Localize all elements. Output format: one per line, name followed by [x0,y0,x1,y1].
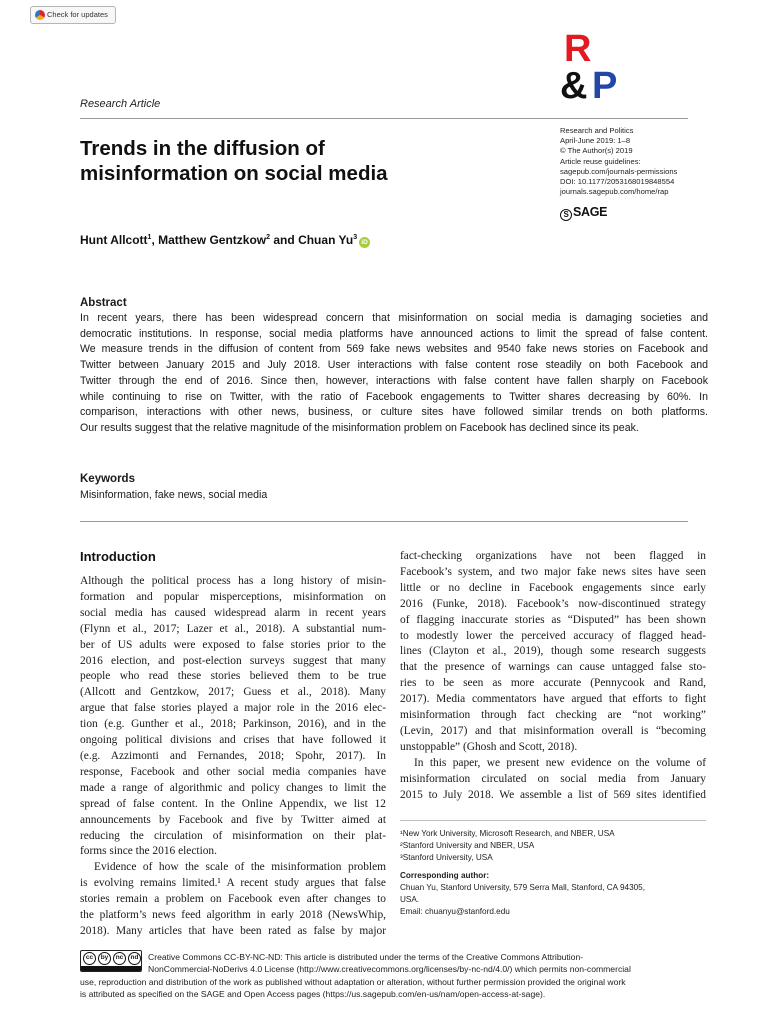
body-line: announcements by Facebook and five by Twitter aimed at [80,813,386,826]
body-line: formation and popular misperceptions, misinformation on [80,590,386,603]
crossmark-icon [35,10,45,20]
nc-icon: nc [113,952,126,965]
introduction-heading: Introduction [80,549,156,564]
corresponding-author-email[interactable]: Email: chuanyu@stanford.edu [400,907,510,917]
body-line: 2017). Media commentators have argued that efforts to fight [400,693,706,706]
check-for-updates-label: Check for updates [47,10,108,19]
body-line: spread of false content. In the Online Appendix, we list 12 [80,797,386,810]
body-line: (Allcott and Gentzkow, 2017; Guess et al., 2018). Many [80,686,386,699]
body-line: Evidence of how the scale of the misinformation problem [94,861,386,874]
body-line: response, Facebook and other social media companies have [80,765,386,778]
body-line: to modestly lower the perceived accuracy of flagged head- [400,629,706,642]
affiliation-line: ¹New York University, Microsoft Research, and NBER, USA [400,829,615,838]
body-line: ber of US adults were exposed to false stories prior to the [80,638,386,651]
body-line: unstoppable” (Ghosh and Scott, 2018). [400,740,578,753]
body-line: made a range of algorithmic and policy changes to limit the [80,781,386,794]
body-line: ries to be seen as more accurate (Pennycook and Rand, [400,677,706,690]
body-line: social media has caused widespread alarm in recent years [80,606,386,619]
body-line: 2015 to July 2018. We assemble a list of 569 sites identified [400,788,706,801]
abstract-line: while continuing to rise on Twitter, with the ratio of Facebook engagements to Twitter shares decreasing by 60%. In [80,390,708,403]
author-separator: , [151,233,159,247]
author-3: Chuan Yu [298,233,354,247]
abstract-heading: Abstract [80,297,127,309]
body-line: the platform’s news feed algorithm in early 2018 (NewsWhip, [80,909,386,922]
journal-metadata [560,126,760,197]
body-line: lines (Clayton et al., 2019), though some research suggests [400,645,706,658]
abstract-line: Our results suggest that the relative magnitude of the misinformation problem on Facebook has declined since its peak. [80,421,639,434]
body-line: 2018). Many articles that have been rated as false by major [80,924,386,937]
body-line: Although the political process has a long history of misin- [80,575,386,587]
body-line: tion (e.g. Gunther et al., 2018; Parkinson, 2016), and in the [80,718,386,731]
journal-logo [558,28,628,107]
header-divider [80,118,688,119]
logo-r: R [564,28,592,70]
body-column-left [80,574,386,940]
title-line: misinformation on social media [80,162,388,185]
abstract-line: We measure trends in the diffusion of content from 569 fake news websites and 9540 fake news stories on Facebook and [80,343,708,356]
title-line: Trends in the diffusion of [80,137,325,160]
affiliations [400,828,706,918]
body-line: fact-checking organizations have not been flagged in [400,550,706,562]
abstract-line: Twitter between January 2015 and July 2018. User interactions with false content rose steadily on both Facebook and [80,359,708,372]
author-1-affil: 1 [147,234,152,241]
issue-info: April-June 2019: 1–8 [560,136,631,146]
reuse-label: Article reuse guidelines: [560,156,641,166]
orcid-icon[interactable]: iD [359,237,370,248]
body-line: reducing the circulation of misinformation on their plat- [80,829,386,842]
abstract-divider [80,521,688,522]
corresponding-author-heading: Corresponding author: [400,870,490,880]
corresponding-author-line: Chuan Yu, Stanford University, 579 Serra Mall, Stanford, CA 94305, [400,882,646,892]
logo-p: P [592,65,618,107]
license-line: is attributed as specified on the SAGE and Open Access pages (https://us.sagepub.com/en-us/nam/open-access-at-sage). [80,989,546,1000]
author-separator: and [270,233,299,247]
abstract-body [80,311,708,437]
body-line: (Flynn et al., 2017; Lazer et al., 2018). A substantial num- [80,622,386,635]
permissions-link[interactable]: sagepub.com/journals-permissions [560,166,678,176]
abstract-line: democratic institutions. In response, social media platforms have announced actions to limit the spread of false content. [80,327,708,340]
body-line: (Levin, 2017) and that misinformation overall is “becoming [400,724,706,737]
body-line: Facebook’s system, and two major fake news sites have seen [400,565,706,578]
abstract-line: In recent years, there has been widespread concern that misinformation on social media is damaging societies and [80,312,708,324]
body-line: of flagging inaccurate stories as “Disputed” has been shown [400,613,706,626]
nd-icon: nd [128,952,141,965]
body-line: little or no decline in Facebook engagements since early [400,581,706,594]
author-2: Matthew Gentzkow [158,233,267,247]
logo-amp: & [560,65,588,107]
journal-name: Research and Politics [560,126,634,135]
body-line: In this paper, we present new evidence on the volume of [414,756,706,769]
body-line: (e.g. Azzimonti and Fernandes, 2018; Spohr, 2017). In [80,749,386,762]
author-3-affil: 3 [353,234,358,241]
affiliation-line: ²Stanford University and NBER, USA [400,841,535,851]
keywords-heading: Keywords [80,473,135,485]
body-line: 2016 (Funke, 2018). Facebook’s now-discontinued strategy [400,597,706,610]
author-1: Hunt Allcott [80,233,148,247]
publisher-name: SAGE [573,205,608,219]
article-type: Research Article [80,98,161,110]
corresponding-author-line: USA. [400,895,420,905]
check-for-updates-button[interactable] [30,6,116,24]
keywords-text: Misinformation, fake news, social media [80,489,268,501]
by-icon: by [98,952,111,965]
sage-s-icon: S [560,209,572,221]
footnote-divider [400,820,706,821]
abstract-line: comparison, interactions with other news, business, or culture sites have followed similar trends on both platforms. [80,406,708,419]
body-line: argue that false stories played a major role in the 2016 elec- [80,702,386,715]
journal-home-link[interactable]: journals.sagepub.com/home/rap [560,187,669,197]
cc-icon: cc [83,952,96,965]
publisher-logo [560,205,607,221]
body-column-right [400,549,706,804]
body-line: forms since the 2016 election. [80,845,217,858]
affiliation-line: ³Stanford University, USA [400,853,493,863]
body-line: misinformation through fact checking are “not working” [400,709,706,722]
copyright: © The Author(s) 2019 [560,146,633,156]
article-title [80,136,540,186]
license-line: NonCommercial-NoDerivs 4.0 License (http://www.creativecommons.org/licenses/by-nc-nd/4.0/) which permits non-commercial [148,964,631,975]
body-line: stories remain a problem on Facebook even after changes to [80,893,386,906]
doi-link[interactable]: DOI: 10.1177/2053168019848554 [560,177,675,187]
body-line: is evolving remains limited.¹ A recent study argues that false [80,877,386,890]
license-line: Creative Commons CC-BY-NC-ND: This article is distributed under the terms of the Creative Commons Attribution- [148,952,584,962]
license-text [80,951,710,1001]
author-2-affil: 2 [266,234,271,241]
body-line: people who read these stories believed them to be true [80,670,386,683]
license-line: use, reproduction and distribution of the work as published without adaptation or alteration, without further permission provided the original work [80,976,626,987]
body-line: ongoing political divisions and crises that have followed it [80,734,386,747]
author-list [80,233,370,248]
abstract-line: Twitter through the end of 2016. Since then, however, interactions with false content have fallen sharply on Facebook [80,374,708,387]
body-line: misinformation circulated on social media from January [400,772,706,785]
body-line: that the presence of warnings can cause untagged false sto- [400,661,706,674]
body-line: 2016 election, and post-election surveys suggest that many [80,654,386,667]
